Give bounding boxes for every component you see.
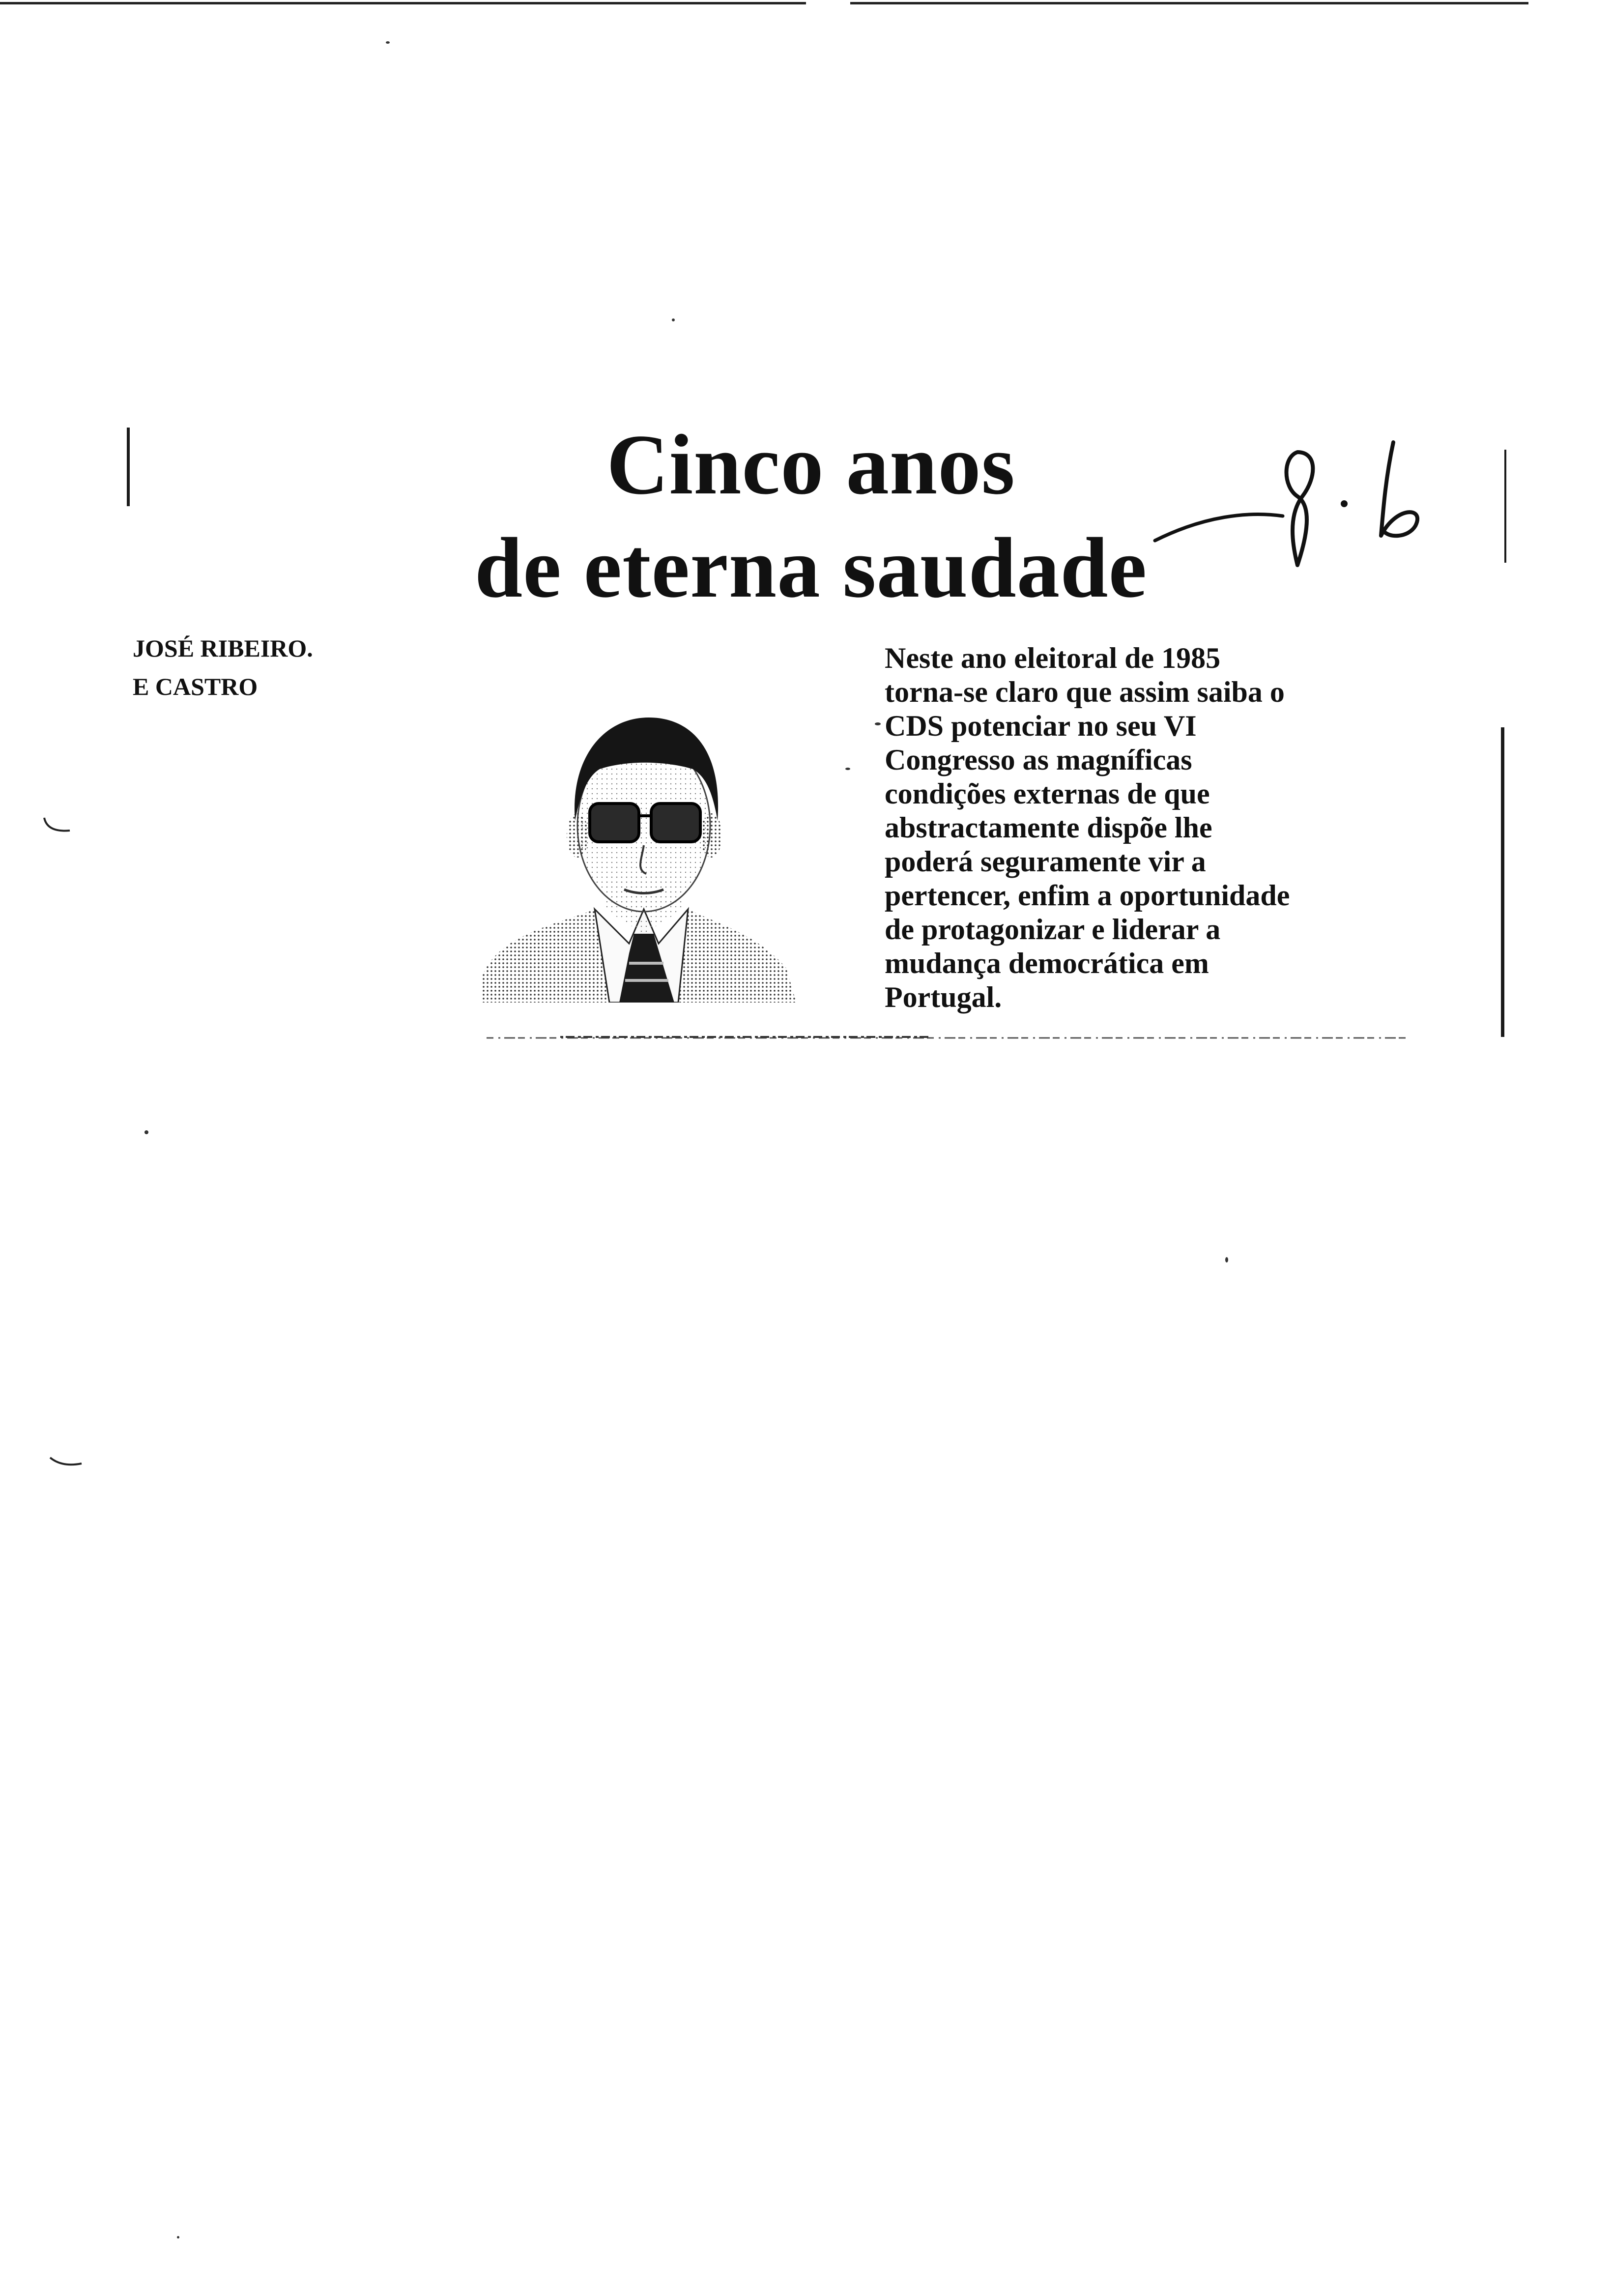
scan-speck xyxy=(177,2236,179,2239)
right-edge-bar-upper xyxy=(1504,450,1506,563)
body-line: pertencer, enfim a oportunidade xyxy=(885,879,1290,912)
scan-speck xyxy=(1225,1257,1228,1263)
body-line: de protagonizar e liderar a xyxy=(885,913,1221,946)
scan-top-rule-right xyxy=(850,2,1528,4)
headline-line-2: de eterna saudade xyxy=(474,520,1148,615)
scan-speck xyxy=(386,41,390,44)
headline-line-1: Cinco anos xyxy=(606,417,1015,512)
scan-top-rule-left xyxy=(0,2,806,4)
scan-speck xyxy=(845,768,850,770)
body-line: abstractamente dispõe lhe xyxy=(885,811,1212,844)
body-line: Neste ano eleitoral de 1985 xyxy=(885,642,1221,674)
clipping-bottom-edge xyxy=(487,1034,1410,1041)
body-line: torna-se claro que assim saiba o xyxy=(885,676,1285,708)
body-line: Portugal. xyxy=(885,981,1002,1013)
margin-curve-mark-lower xyxy=(47,1455,86,1474)
body-line: poderá seguramente vir a xyxy=(885,845,1206,878)
byline-line-1: JOSÉ RIBEIRO. xyxy=(133,634,313,662)
portrait-photo-icon xyxy=(482,678,796,1003)
body-line: Congresso as magníficas xyxy=(885,744,1192,776)
byline-line-2: E CASTRO xyxy=(133,673,258,700)
right-edge-bar-lower xyxy=(1501,727,1504,1037)
handwritten-annotation xyxy=(1135,423,1440,585)
margin-curve-mark xyxy=(40,816,80,835)
author-byline xyxy=(133,629,313,706)
left-edge-mark xyxy=(127,428,130,506)
scan-speck xyxy=(875,722,881,725)
scan-speck xyxy=(672,318,675,321)
body-line: CDS potenciar no seu VI xyxy=(885,710,1197,742)
article-body xyxy=(885,641,1386,1014)
scan-speck xyxy=(144,1130,148,1134)
body-line: mudança democrática em xyxy=(885,947,1209,979)
body-line: condições externas de que xyxy=(885,777,1210,810)
